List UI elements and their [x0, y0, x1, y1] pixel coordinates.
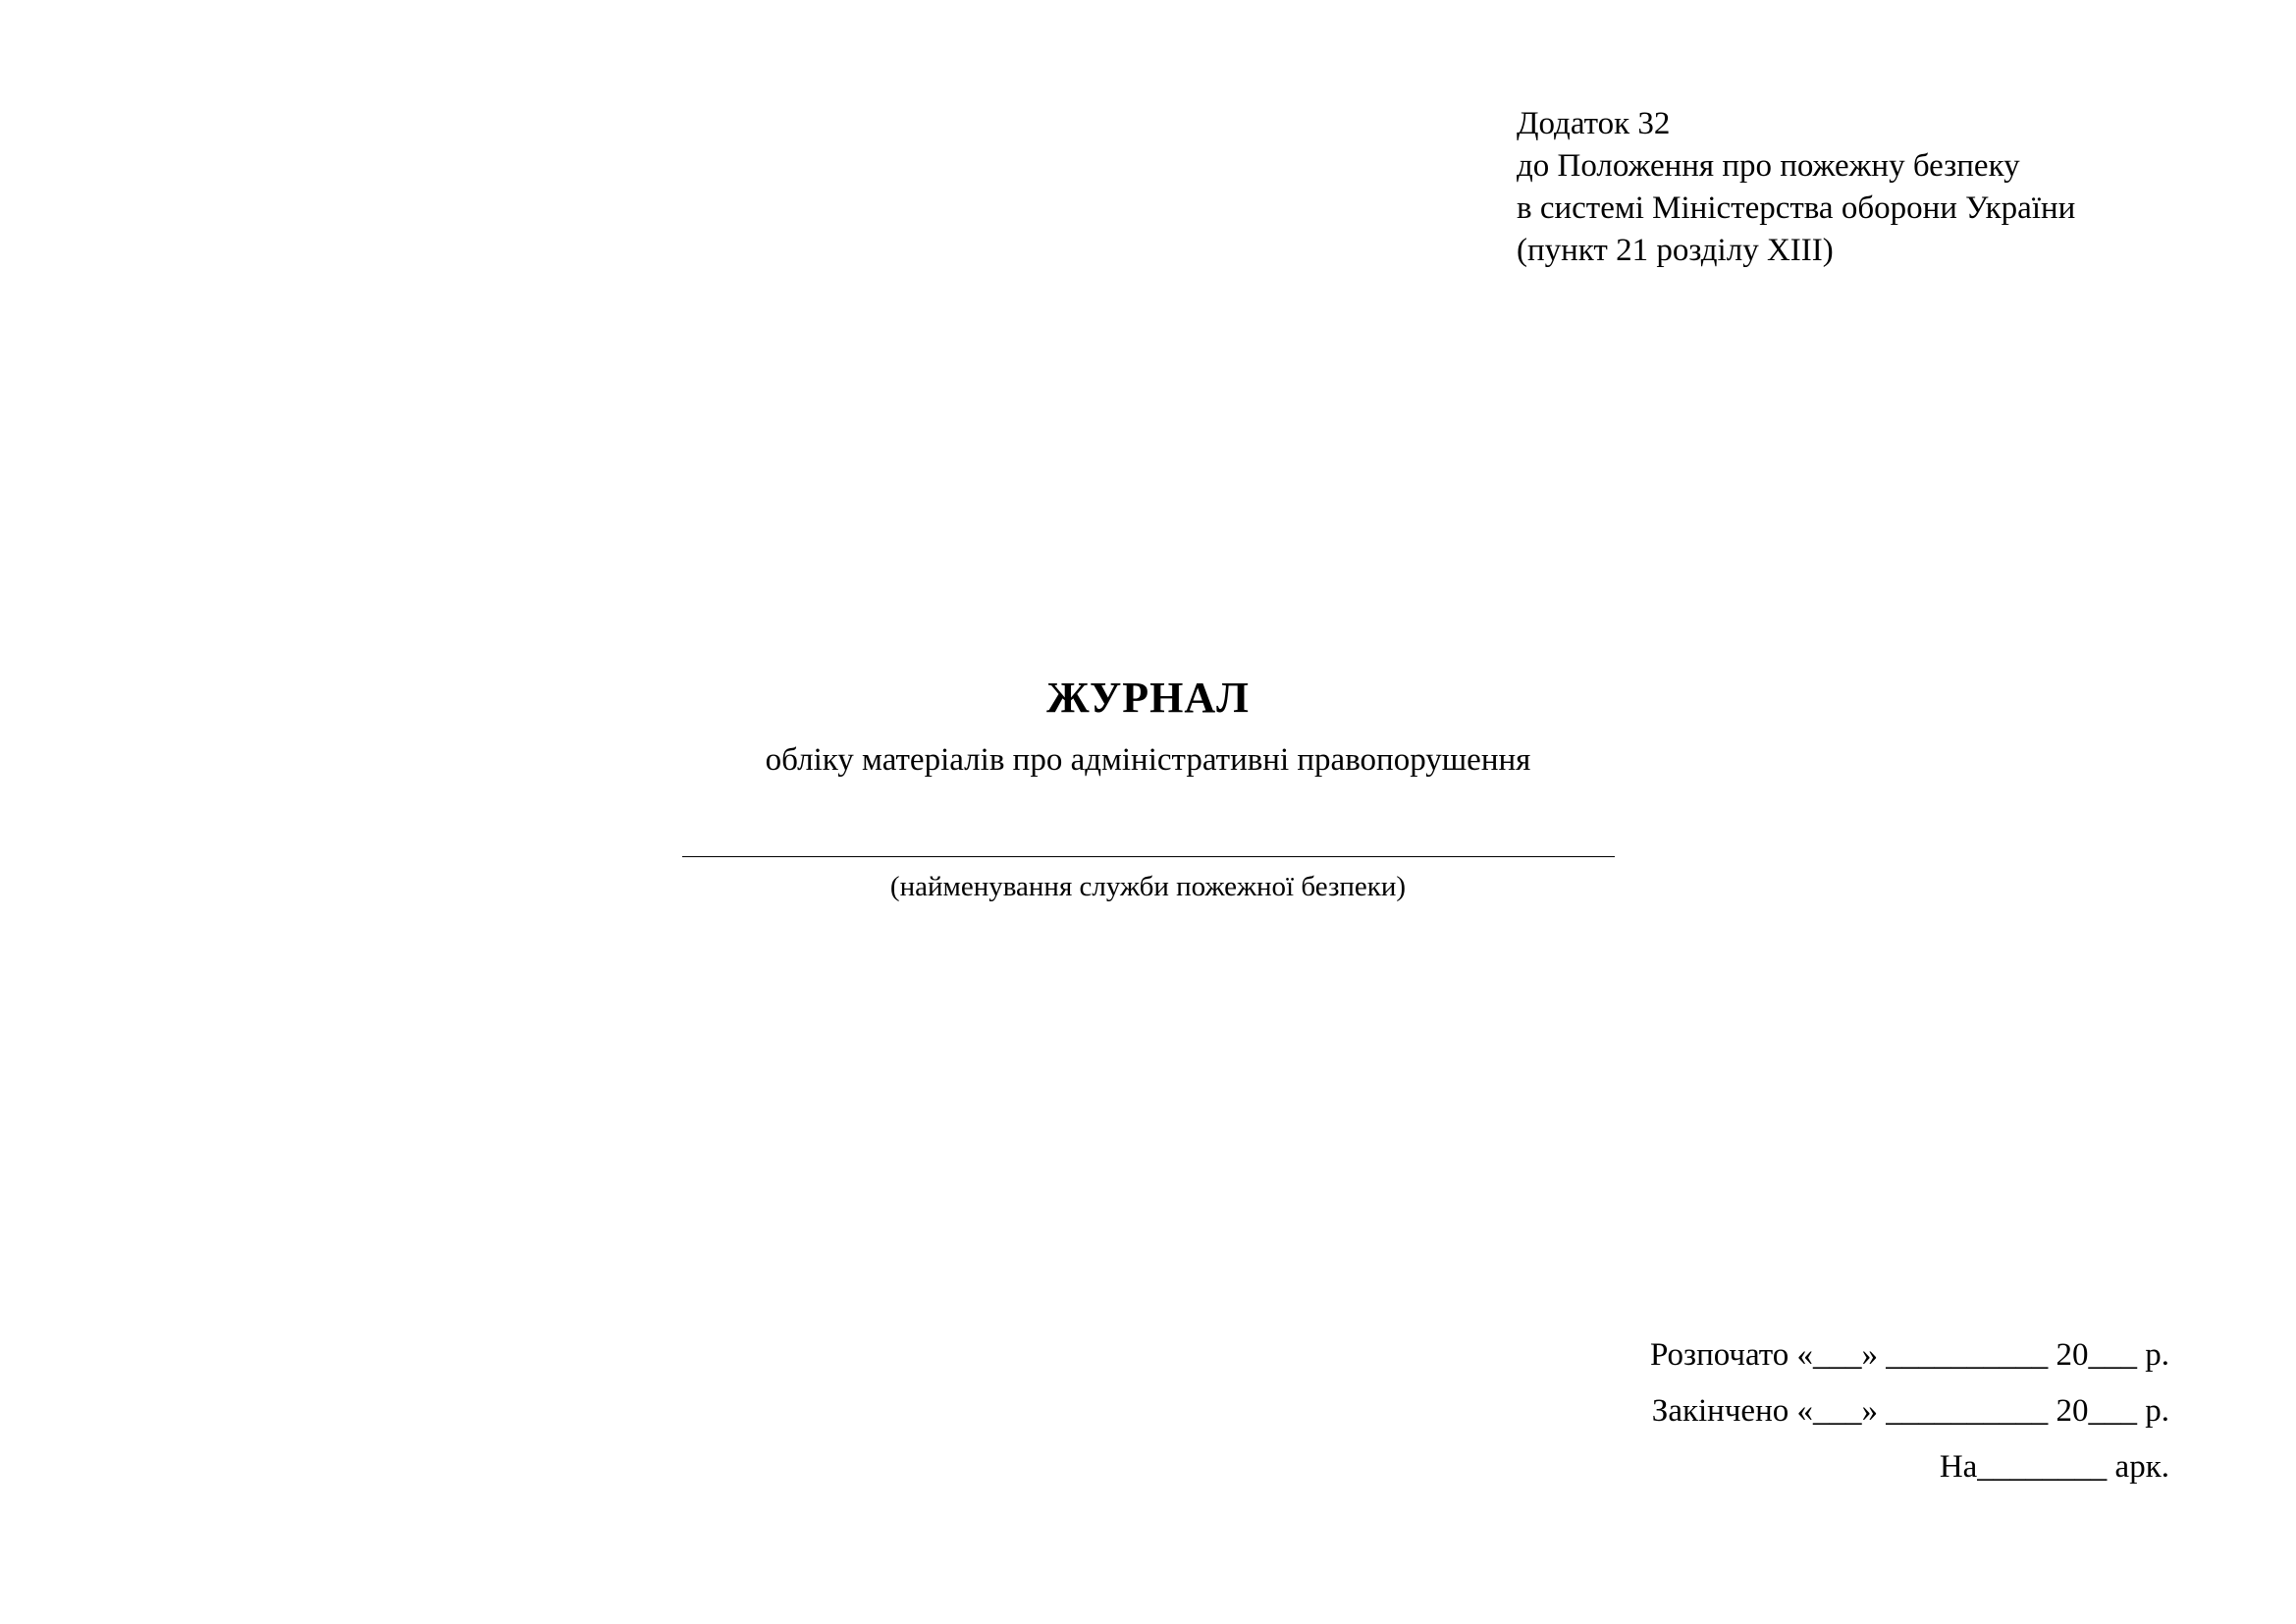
- started-date-line[interactable]: Розпочато «___» __________ 20___ р.: [1650, 1337, 2169, 1373]
- document-header-reference: [1517, 103, 2263, 272]
- page-title: ЖУРНАЛ: [1046, 674, 1250, 722]
- service-name-caption: (найменування служби пожежної безпеки): [889, 871, 1407, 902]
- header-line-regulation: до Положення про пожежну безпеку: [1517, 147, 2020, 184]
- header-line-appendix: Додаток 32: [1517, 106, 1671, 141]
- header-line-ministry: в системі Міністерства оборони України: [1517, 189, 2076, 226]
- service-name-input[interactable]: [682, 855, 1615, 857]
- service-name-field-group: [0, 839, 2296, 903]
- page-subtitle: обліку матеріалів про адміністративні правопорушення: [765, 741, 1531, 778]
- document-footer-block: [1178, 1327, 2169, 1494]
- finished-date-line[interactable]: Закінчено «___» __________ 20___ р.: [1651, 1392, 2169, 1429]
- header-line-clause: (пункт 21 розділу XIII): [1517, 232, 1834, 268]
- sheets-count-line[interactable]: На________ арк.: [1939, 1448, 2169, 1485]
- document-title-block: [0, 673, 2296, 781]
